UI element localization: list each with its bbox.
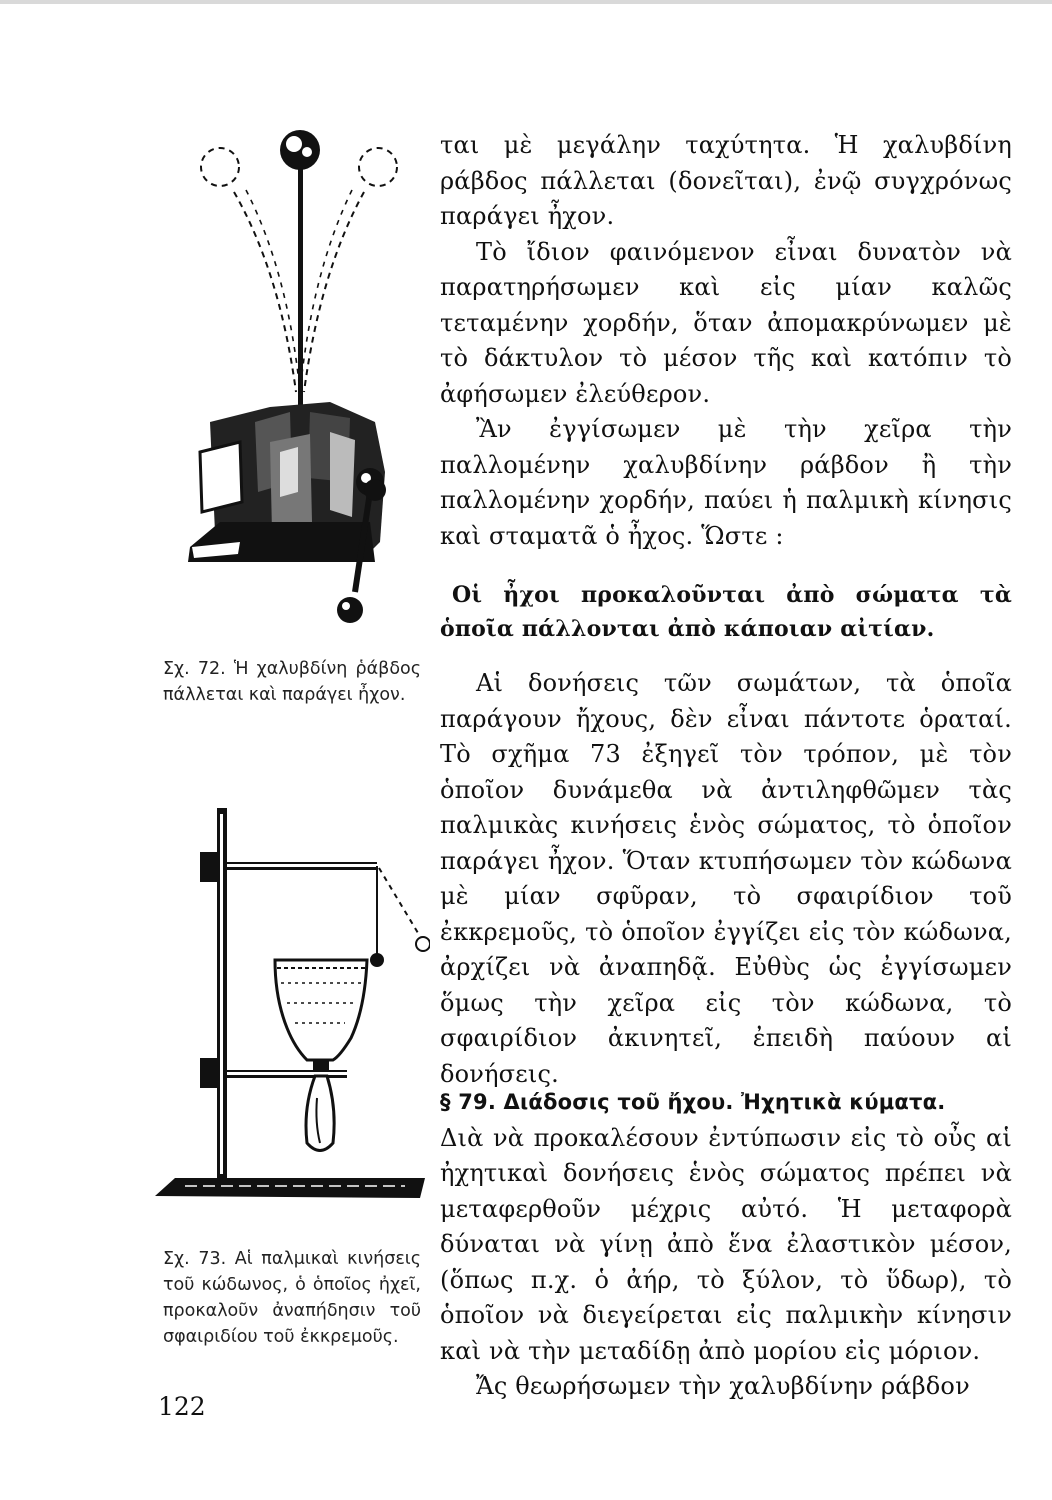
text-column-top (440, 128, 1012, 554)
rule-block (440, 578, 1012, 646)
paragraph-3: Ἂν ἐγγίσωμεν μὲ τὴν χεῖρα τὴν παλλομένην χαλυβδίνην ράβδον ἢ τὴν παλλομένην χορδήν, παύει ἡ παλμικὴ κίνησις καὶ σταματᾶ ὁ ἦχος. Ὥστε : (440, 415, 1012, 550)
section-heading: § 79. Διάδοσις τοῦ ἤχου. Ἠχητικὰ κύματα. (440, 1090, 946, 1114)
figure-72-caption: Σχ. 72. Ἡ χαλυβδίνη ῥάβδος πάλλεται καὶ παράγει ἦχον. (163, 659, 421, 705)
paragraph-6: Ἄς θεωρήσωμεν τὴν χαλυβδίνην ράβδον (476, 1372, 970, 1400)
paragraph-4: Αἱ δονήσεις τῶν σωμάτων, τὰ ὁποῖα παράγουν ἤχους, δὲν εἶναι πάντοτε ὁραταί. Τὸ σχῆμα 73 ἐξηγεῖ τὸν τρόπον, μὲ τὸν ὁποῖον δυνάμεθα νὰ ἀντιληφθῶμεν τὰς παλμικὰς κινήσεις ἑνὸς σώματος, τὸ ὁποῖον παράγει ἦχον. Ὅταν κτυπήσωμεν τὸν κώδωνα μὲ μίαν σφῦραν, τὸ σφαιρίδιον τοῦ ἐκκρεμοῦς, τὸ ὁποῖον ἐγγίζει εἰς τὸν κώδωνα, ἀρχίζει νὰ ἀναπηδᾷ. Εὐθὺς ὡς ἐγγίσωμεν ὅμως τὴν χεῖρα εἰς τὸν κώδωνα, τὸ σφαιρίδιον ἀκινητεῖ, ἐπειδὴ παύουν αἱ δονήσεις. (440, 669, 1012, 1088)
section-79 (440, 1084, 1012, 1405)
figure-73-caption: Σχ. 73. Αἱ παλμικαὶ κινήσεις τοῦ κώδωνος, ὁ ὁποῖος ἠχεῖ, προκαλοῦν ἀναπήδησιν τοῦ σφαιριδίου τοῦ ἐκκρεμοῦς. (163, 1249, 421, 1347)
paragraph-2: Τὸ ἴδιον φαινόμενον εἶναι δυνατὸν νὰ παρατηρήσωμεν καὶ εἰς μίαν καλῶς τεταμένην χορδήν, ὅταν ἀπομακρύνωμεν μὲ τὸ δάκτυλον τὸ μέσον τῆς καὶ κατόπιν τὸ ἀφήσωμεν ἐλεύθερον. (440, 237, 1012, 408)
paragraph-1: ται μὲ μεγάλην ταχύτητα. Ἡ χαλυβδίνη ράβδος πάλλεται (δονεῖται), ἐνῷ συγχρόνως παράγει ἦχον. (440, 131, 1012, 230)
figure-73-bell-pendulum-illustration (155, 808, 430, 1208)
rule-statement: Οἱ ἦχοι προκαλοῦνται ἀπὸ σώματα τὰ ὁποῖα πάλλονται ἀπὸ κάποιαν αἰτίαν. (440, 582, 1012, 642)
scan-top-edge (0, 0, 1052, 4)
text-column-middle (440, 666, 1012, 1092)
figure-72-vise-rod-illustration (180, 122, 420, 632)
page-number: 122 (158, 1392, 206, 1421)
paragraph-5: Διὰ νὰ προκαλέσουν ἐντύπωσιν εἰς τὸ οὖς αἱ ἠχητικαὶ δονήσεις ἑνὸς σώματος πρέπει νὰ μεταφερθοῦν μέχρις αὐτό. Ἡ μεταφορὰ δύναται νὰ γίνῃ ἀπὸ ἕνα ἐλαστικὸν μέσον, (ὅπως π.χ. ὁ ἀήρ, τὸ ξύλον, τὸ ὕδωρ), τὸ ὁποῖον νὰ διεγείρεται εἰς παλμικὴν κίνησιν καὶ νὰ τὴν μεταδίδῃ ἀπὸ μορίου εἰς μόριον. (440, 1123, 1012, 1365)
